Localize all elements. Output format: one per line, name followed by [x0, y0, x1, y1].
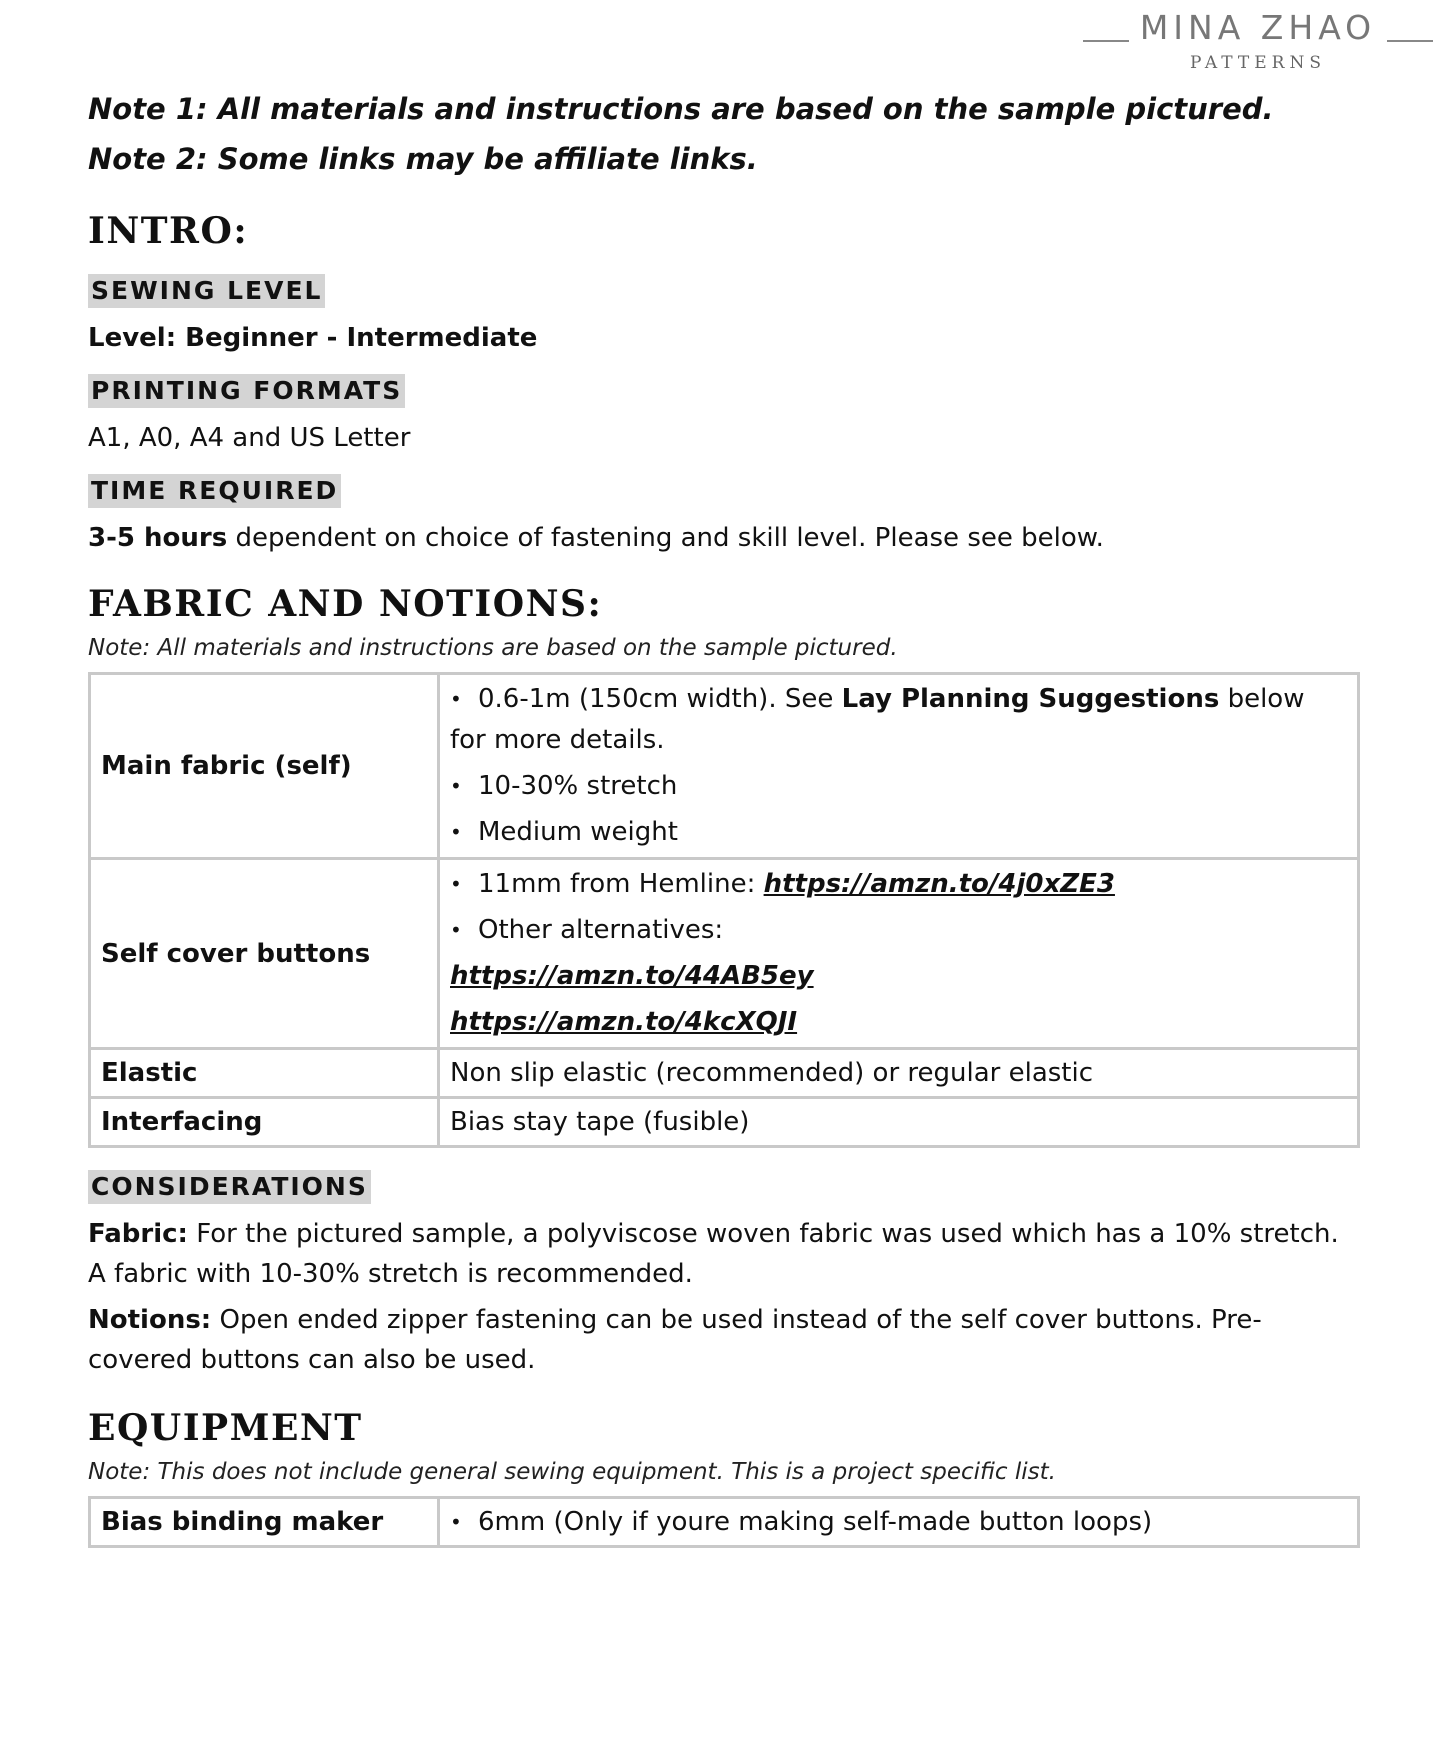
table-row	[90, 859, 1359, 1049]
printing-formats-tag: PRINTING FORMATS	[88, 374, 405, 408]
list-item-continuation: for more details.	[450, 725, 665, 755]
sewing-level-tag: SEWING LEVEL	[88, 274, 325, 308]
printing-formats-text: A1, A0, A4 and US Letter	[88, 423, 411, 453]
document-page	[88, 84, 1360, 1548]
considerations-fabric: Fabric: For the pictured sample, a polyviscose woven fabric was used which has a 10% stretch. A fabric with 10-30% stretch is recommended.	[88, 1219, 1339, 1289]
buttons-label: Self cover buttons	[90, 859, 439, 1049]
fabric-note: Note: All materials and instructions are based on the sample pictured.	[88, 635, 898, 661]
equipment-note: Note: This does not include general sewing equipment. This is a project specific list.	[88, 1459, 1056, 1485]
buttons-value	[439, 859, 1359, 1049]
interfacing-value: Bias stay tape (fusible)	[439, 1098, 1359, 1147]
time-required-text	[88, 518, 1360, 558]
time-required-detail: dependent on choice of fastening and skill level. Please see below.	[227, 523, 1104, 553]
list-item: • Other alternatives:	[450, 915, 724, 945]
alternative-link-2[interactable]: https://amzn.to/4kcXQJI	[450, 1007, 798, 1037]
logo-name: MINA ZHAO	[1139, 8, 1377, 47]
time-required-hours: 3-5 hours	[88, 523, 228, 553]
hemline-link[interactable]: https://amzn.to/4j0xZE3	[763, 869, 1115, 899]
bias-binding-label: Bias binding maker	[90, 1498, 439, 1547]
note-1: Note 1: All materials and instructions are based on the sample pictured.	[88, 92, 1274, 126]
logo-rule-right	[1387, 40, 1433, 42]
logo-subtitle: PATTERNS	[1190, 53, 1326, 73]
brand-logo	[1083, 6, 1433, 76]
logo-rule-left	[1083, 40, 1129, 42]
interfacing-label: Interfacing	[90, 1098, 439, 1147]
list-item: • 11mm from Hemline: https://amzn.to/4j0xZE3	[450, 869, 1115, 899]
time-required-tag: TIME REQUIRED	[88, 474, 341, 508]
table-row	[90, 1498, 1359, 1547]
lay-planning-ref: Lay Planning Suggestions	[841, 684, 1220, 714]
main-fabric-value	[439, 674, 1359, 859]
alternative-link-1[interactable]: https://amzn.to/44AB5ey	[450, 961, 814, 991]
list-item: • 6mm (Only if youre making self-made button loops)	[450, 1507, 1153, 1537]
considerations-notions: Notions: Open ended zipper fastening can be used instead of the self cover buttons. Pre-covered buttons can also be used.	[88, 1305, 1262, 1375]
elastic-label: Elastic	[90, 1049, 439, 1098]
table-row	[90, 674, 1359, 859]
elastic-value: Non slip elastic (recommended) or regular elastic	[439, 1049, 1359, 1098]
equipment-table	[88, 1496, 1360, 1548]
sewing-level-text: Level: Beginner - Intermediate	[88, 323, 538, 353]
fabric-heading: FABRIC AND NOTIONS:	[88, 583, 603, 625]
table-row	[90, 1049, 1359, 1098]
bias-binding-value	[439, 1498, 1359, 1547]
main-fabric-label: Main fabric (self)	[90, 674, 439, 859]
list-item: • Medium weight	[450, 817, 678, 847]
note-2: Note 2: Some links may be affiliate links.	[88, 142, 758, 176]
list-item: • 10-30% stretch	[450, 771, 678, 801]
fabric-table	[88, 672, 1360, 1148]
table-row	[90, 1098, 1359, 1147]
considerations-tag: CONSIDERATIONS	[88, 1170, 371, 1204]
equipment-heading: EQUIPMENT	[88, 1407, 363, 1449]
intro-heading: INTRO:	[88, 210, 249, 252]
list-item: • 0.6-1m (150cm width). See Lay Planning Suggestions below	[450, 684, 1305, 714]
